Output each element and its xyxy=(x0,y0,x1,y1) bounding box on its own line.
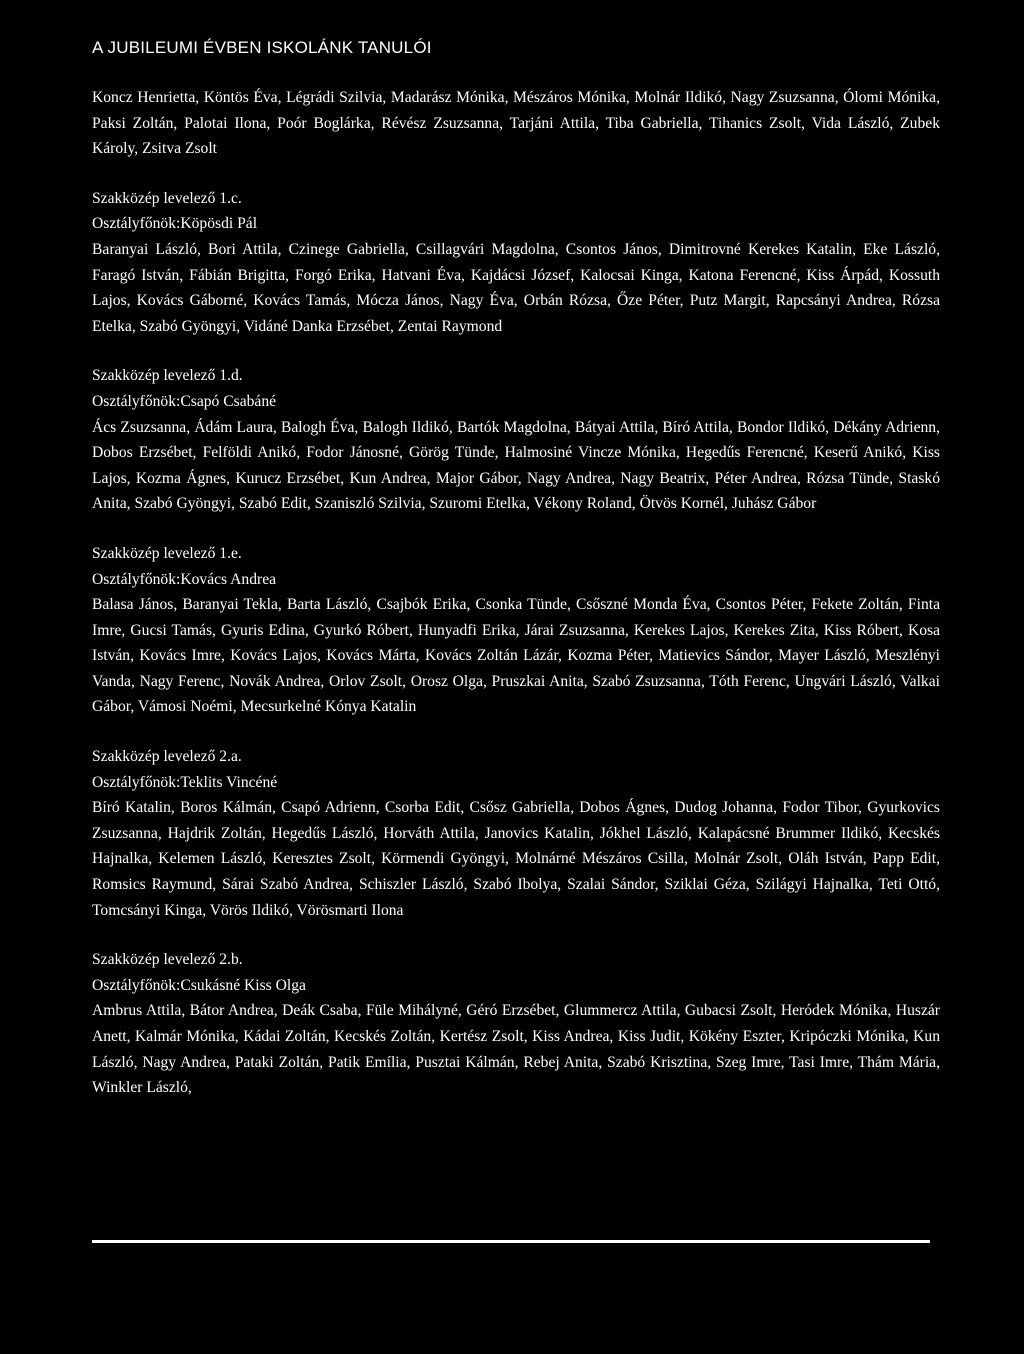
intro-name-list: Koncz Henrietta, Köntös Éva, Légrádi Szilvia, Madarász Mónika, Mészáros Mónika, Molnár Ildikó, Nagy Zsuzsanna, Ólomi Mónika, Paksi Zoltán, Palotai Ilona, Poór Boglárka, Révész Zsuzsanna, Tarjáni Attila, Tiba Gabriella, Tihanics Zsolt, Vida László, Zubek Károly, Zsitva Zsolt xyxy=(92,89,940,158)
class-section-1e xyxy=(92,541,940,720)
class-teacher: Osztályfőnök:Csapó Csabáné xyxy=(92,392,277,410)
student-name-list: Bíró Katalin, Boros Kálmán, Csapó Adrienn, Csorba Edit, Csősz Gabriella, Dobos Ágnes, Dudog Johanna, Fodor Tibor, Gyurkovics Zsuzsanna, Hajdrik Zoltán, Hegedűs László, Horváth Attila, Janovics Katalin, Jókhel László, Kalapácsné Brummer Ildikó, Kecskés Hajnalka, Kelemen László, Keresztes Zsolt, Körmendi Gyöngyi, Molnárné Mészáros Csilla, Molnár Zsolt, Oláh István, Papp Edit, Romsics Raymund, Sárai Szabó Andrea, Schiszler László, Szabó Ibolya, Szalai Sándor, Sziklai Géza, Szilágyi Hajnalka, Teti Ottó, Tomcsányi Kinga, Vörös Ildikó, Vörösmarti Ilona xyxy=(92,799,940,919)
student-name-list: Ambrus Attila, Bátor Andrea, Deák Csaba, Füle Mihályné, Géró Erzsébet, Glummercz Attila, Gubacsi Zsolt, Heródek Mónika, Huszár Anett, Kalmár Mónika, Kádai Zoltán, Kecskés Zoltán, Kertész Zsolt, Kiss Andrea, Kiss Judit, Kökény Eszter, Kripóczki Mónika, Kun László, Nagy Andrea, Pataki Zoltán, Patik Emília, Pusztai Kálmán, Rebej Anita, Szabó Krisztina, Szeg Imre, Tasi Imre, Thám Mária, Winkler László, xyxy=(92,1002,940,1097)
student-name-list: Baranyai László, Bori Attila, Czinege Gabriella, Csillagvári Magdolna, Csontos János, Dimitrovné Kerekes Katalin, Eke László, Faragó István, Fábián Brigitta, Forgó Erika, Hatvani Éva, Kajdácsi József, Kalocsai Kinga, Katona Ferencné, Kiss Árpád, Kossuth Lajos, Kovács Gáborné, Kovács Tamás, Mócza János, Nagy Éva, Orbán Rózsa, Őze Péter, Putz Margit, Rapcsányi Andrea, Rózsa Etelka, Szabó Gyöngyi, Vidáné Danka Erzsébet, Zentai Raymond xyxy=(92,240,940,335)
student-name-list: Ács Zsuzsanna, Ádám Laura, Balogh Éva, Balogh Ildikó, Bartók Magdolna, Bátyai Attila, Bíró Attila, Bondor Ildikó, Dékány Adrienn, Dobos Erzsébet, Felföldi Anikó, Fodor Jánosné, Görög Tünde, Halmosiné Vincze Mónika, Hegedűs Ferencné, Keserű Anikó, Kiss Lajos, Kozma Ágnes, Kurucz Erzsébet, Kun Andrea, Major Gábor, Nagy Andrea, Nagy Beatrix, Péter Andrea, Rózsa Tünde, Staskó Anita, Szabó Gyöngyi, Szabó Edit, Szaniszló Szilvia, Szuromi Etelka, Vékony Roland, Ötvös Kornél, Juhász Gábor xyxy=(92,418,940,513)
document-page xyxy=(92,38,940,1101)
page-heading: A JUBILEUMI ÉVBEN ISKOLÁNK TANULÓI xyxy=(92,38,432,57)
class-section-2b xyxy=(92,947,940,1101)
class-section-1d xyxy=(92,363,940,517)
class-label: Szakközép levelező 2.a. xyxy=(92,748,242,766)
class-teacher: Osztályfőnök:Csukásné Kiss Olga xyxy=(92,976,306,994)
class-label: Szakközép levelező 2.b. xyxy=(92,951,243,969)
bottom-divider xyxy=(92,1240,930,1243)
class-label: Szakközép levelező 1.e. xyxy=(92,544,242,562)
class-label: Szakközép levelező 1.c. xyxy=(92,189,242,207)
class-section-1c xyxy=(92,186,940,340)
class-teacher: Osztályfőnök:Kovács Andrea xyxy=(92,570,277,588)
class-teacher: Osztályfőnök:Teklits Vincéné xyxy=(92,773,278,791)
class-label: Szakközép levelező 1.d. xyxy=(92,367,243,385)
class-section-2a xyxy=(92,744,940,923)
class-teacher: Osztályfőnök:Köpösdi Pál xyxy=(92,215,258,233)
student-name-list: Balasa János, Baranyai Tekla, Barta László, Csajbók Erika, Csonka Tünde, Csőszné Monda Éva, Csontos Péter, Fekete Zoltán, Finta Imre, Gucsi Tamás, Gyuris Edina, Gyurkó Róbert, Hunyadfi Erika, Járai Zsuzsanna, Kerekes Lajos, Kerekes Zita, Kiss Róbert, Kosa István, Kovács Imre, Kovács Lajos, Kovács Márta, Kovács Zoltán Lázár, Kozma Péter, Matievics Sándor, Mayer László, Meszlényi Vanda, Nagy Ferenc, Novák Andrea, Orlov Zsolt, Orosz Olga, Pruszkai Anita, Szabó Zsuzsanna, Tóth Ferenc, Ungvári László, Valkai Gábor, Vámosi Noémi, Mecsurkelné Kónya Katalin xyxy=(92,596,940,716)
